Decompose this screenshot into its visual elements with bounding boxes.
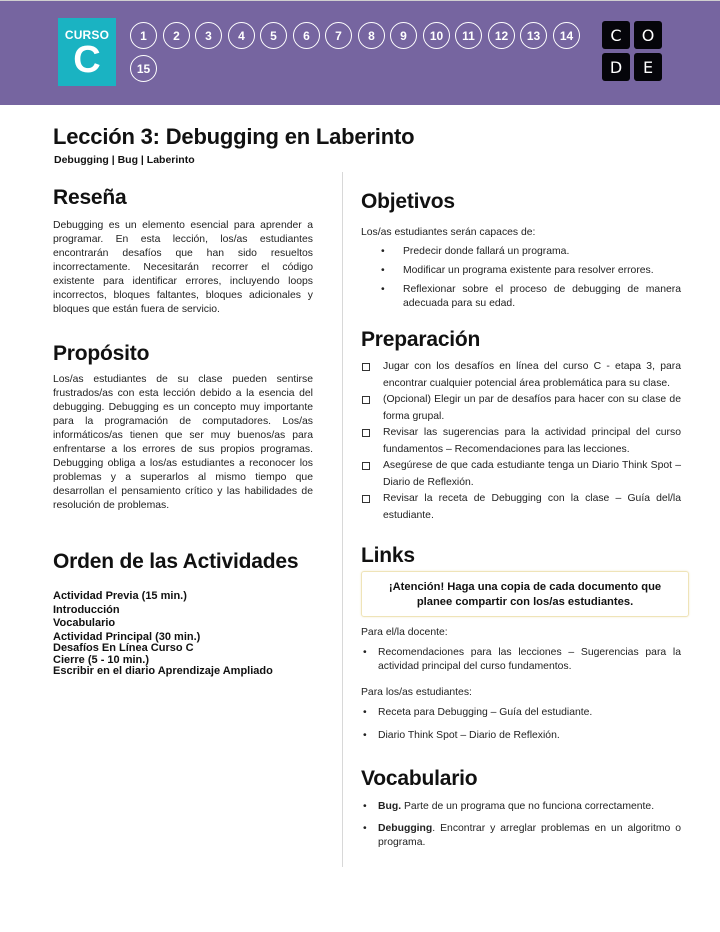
student-links-list [361,706,681,748]
preparacion-heading: Preparación [361,328,481,351]
stage-link-3[interactable]: 3 [195,22,222,49]
bullet-icon: • [363,707,367,718]
checkbox-icon[interactable] [362,462,370,470]
activity-item: Introducción [53,603,120,616]
activity-item: Cierre (5 - 10 min.) [53,653,149,666]
logo-tile-e: E [634,53,662,81]
checkbox-icon[interactable] [362,495,370,503]
checklist-item: Revisar las sugerencias para la actividad principal del curso fundamentos – Recomendaciones para las lecciones. [361,425,681,458]
bullet-icon: • [363,647,367,658]
logo-tile-c: C [602,21,630,49]
proposito-body: Los/as estudiantes de su clase pueden sentirse frustrados/as con esta lección debido a la esencia del debugging. Debugging es un concepto muy importante para la programación de computadores. Los/as informáticos/as tienen que ser muy buenos/as para enfrentarse a los errores de sus propios programas. Debugging obliga a los/as estudiantes a reconocer los problemas y a superarlos al mismo tiempo que desarrollan el pensamiento crítico y las habilidades de resolución de problemas. [53,374,313,511]
objetivos-intro: Los/as estudiantes serán capaces de: [361,227,536,238]
stage-link-9[interactable]: 9 [390,22,417,49]
vocabulario-list [361,800,681,855]
link-item[interactable]: • Receta para Debugging – Guía del estudiante. [363,707,593,718]
bullet-icon: • [381,265,385,276]
stage-link-13[interactable]: 13 [520,22,547,49]
list-item: • Reflexionar sobre el proceso de debugging de manera adecuada para su edad. [381,284,681,309]
link-item[interactable]: • Diario Think Spot – Diario de Reflexión. [363,730,560,741]
stage-link-15[interactable]: 15 [130,55,157,82]
checklist-item: Asegúrese de que cada estudiante tenga un Diario Think Spot – Diario de Reflexión. [361,458,681,491]
link-item[interactable]: • Recomendaciones para las lecciones – Sugerencias para la actividad principal del curso fundamentos. [363,647,681,672]
activity-item: Actividad Principal (30 min.) [53,630,201,643]
lesson-title: Lección 3: Debugging en Laberinto [53,124,415,149]
bullet-icon: • [363,801,367,812]
vocab-item [361,800,681,814]
course-banner [0,0,720,105]
vocab-definition: Parte de un programa que no funciona correctamente. [401,801,655,812]
lesson-tags: Debugging | Bug | Laberinto [54,154,195,166]
activity-order-list [53,590,273,679]
stage-link-4[interactable]: 4 [228,22,255,49]
stage-link-7[interactable]: 7 [325,22,352,49]
teacher-links-label: Para el/la docente: [361,627,448,638]
checkbox-icon[interactable] [362,363,370,371]
objetivos-list [361,245,681,316]
stage-link-14[interactable]: 14 [553,22,580,49]
course-label: CURSO [64,28,110,42]
links-heading: Links [361,544,415,567]
checklist-item: Revisar la receta de Debugging con la clase – Guía del/la estudiante. [361,491,681,524]
activity-item: Desafíos En Línea Curso C [53,642,194,654]
vocab-term: Bug. [378,801,402,812]
resena-heading: Reseña [53,186,127,209]
student-links-label: Para los/as estudiantes: [361,687,472,698]
checklist-item: (Opcional) Elegir un par de desafíos para hacer con su clase de forma grupal. [361,392,681,425]
checkbox-icon[interactable] [362,396,370,404]
stage-link-6[interactable]: 6 [293,22,320,49]
orden-heading: Orden de las Actividades [53,550,299,573]
copy-notice-box [361,571,689,617]
logo-tile-d: D [602,53,630,81]
course-letter: C [73,39,101,81]
activity-item: Actividad Previa (15 min.) [53,590,187,602]
teacher-links-list [361,646,681,679]
notice-line-2: planee compartir con los/as estudiantes. [416,596,634,608]
stage-link-2[interactable]: 2 [163,22,190,49]
bullet-icon: • [381,284,385,295]
vocab-term: Debugging [378,823,433,834]
list-item: • Predecir donde fallará un programa. [381,246,570,257]
column-divider [342,172,343,867]
proposito-heading: Propósito [53,342,150,365]
bullet-icon: • [381,246,385,257]
vocabulario-heading: Vocabulario [361,767,478,790]
list-item: • Modificar un programa existente para resolver errores. [381,265,654,276]
bullet-icon: • [363,730,367,741]
stage-link-10[interactable]: 10 [423,22,450,49]
checkbox-icon[interactable] [362,429,370,437]
resena-body: Debugging es un elemento esencial para aprender a programar. En esta lección, los/as estudiantes encontrarán desafíos que han sido resueltos incorrectamente. Necesitarán recorrer el código existente para identificar errores, incluyendo loops incorrectos, bloques faltantes, bloques adicionales y bloques que están fuera de servicio. [53,220,313,315]
logo-tile-o: O [634,21,662,49]
activity-item: Escribir en el diario Aprendizaje Ampliado [53,665,273,677]
objetivos-heading: Objetivos [361,190,455,213]
bullet-icon: • [363,823,367,834]
stage-link-11[interactable]: 11 [455,22,482,49]
checklist-item: Jugar con los desafíos en línea del curso C - etapa 3, para encontrar cualquier potencial área problemática para su clase. [361,359,681,392]
activity-item: Vocabulario [53,617,116,629]
vocab-definition: . Encontrar y arreglar problemas en un algoritmo o programa. [378,823,681,848]
stage-link-1[interactable]: 1 [130,22,157,49]
course-badge [58,18,116,86]
stage-link-12[interactable]: 12 [488,22,515,49]
vocab-item [361,822,681,850]
stage-link-8[interactable]: 8 [358,22,385,49]
code-org-logo [602,21,662,81]
notice-line-1: ¡Atención! Haga una copia de cada documento que [388,581,662,593]
stage-link-5[interactable]: 5 [260,22,287,49]
preparacion-checklist [361,359,681,524]
